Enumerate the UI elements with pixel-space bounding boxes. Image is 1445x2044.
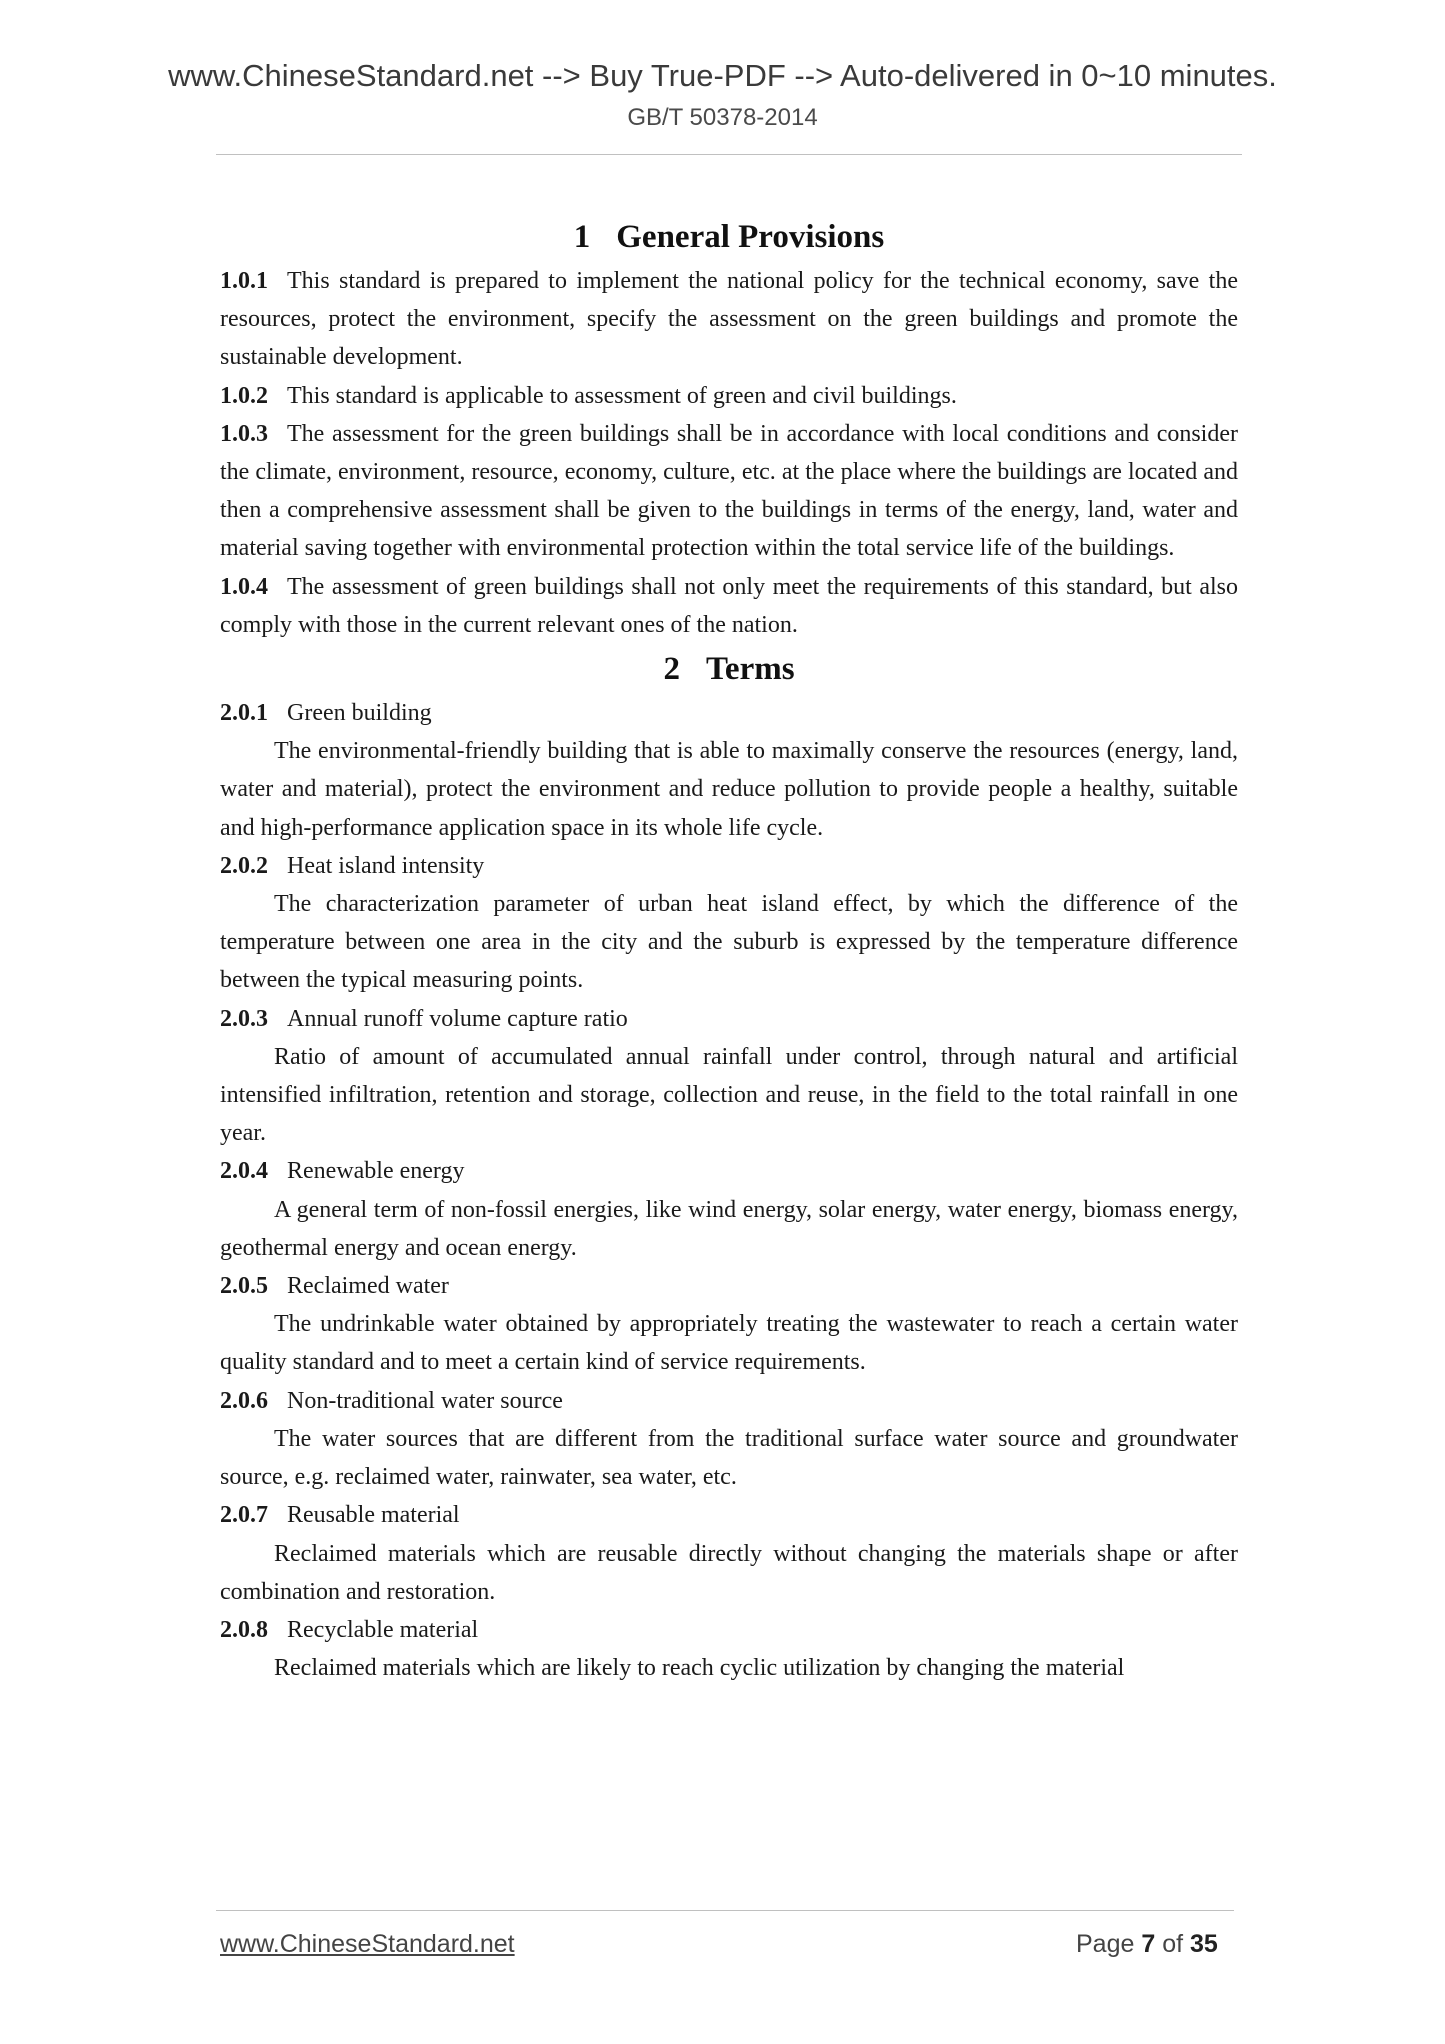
term-2-0-1 (220, 694, 1238, 732)
term-name: Annual runoff volume capture ratio (287, 1005, 628, 1032)
section-title: Terms (705, 651, 795, 688)
section-1-heading (220, 212, 1238, 262)
term-name: Reusable material (287, 1502, 460, 1529)
term-name: Renewable energy (287, 1158, 465, 1185)
header-divider (216, 154, 1242, 155)
term-2-0-2 (220, 847, 1238, 885)
footer-site-link[interactable]: www.ChineseStandard.net (220, 1930, 515, 1958)
clause-text: This standard is applicable to assessment of green and civil buildings. (287, 382, 957, 409)
clause-number: 1.0.3 (220, 420, 268, 447)
clause-1-0-4 (220, 568, 1238, 644)
term-2-0-8 (220, 1611, 1238, 1649)
term-definition: The water sources that are different from the traditional surface water source and groundwater source, e.g. reclaimed water, rainwater, sea water, etc. (220, 1425, 1238, 1491)
clause-text: This standard is prepared to implement the national policy for the technical economy, save the resources, protect the environment, specify the assessment on the green buildings and promote the sustainable development. (220, 268, 1238, 371)
term-number: 2.0.3 (220, 1005, 268, 1032)
term-definition: The environmental-friendly building that is able to maximally conserve the resources (energy, land, water and material), protect the environment and reduce pollution to provide people a healthy, suitable and high-performance application space in its whole life cycle. (220, 738, 1238, 841)
total-pages: 35 (1190, 1930, 1218, 1958)
clause-1-0-1 (220, 262, 1238, 377)
term-name: Green building (287, 700, 432, 727)
current-page: 7 (1141, 1930, 1156, 1958)
clause-number: 1.0.1 (220, 268, 268, 294)
term-definition: A general term of non-fossil energies, like wind energy, solar energy, water energy, biomass energy, geothermal energy and ocean energy. (220, 1196, 1238, 1261)
term-number: 2.0.7 (220, 1502, 268, 1529)
term-number: 2.0.2 (220, 852, 268, 879)
term-number: 2.0.4 (220, 1158, 268, 1185)
section-number: 2 (663, 651, 680, 688)
term-2-0-3 (220, 1000, 1238, 1038)
term-number: 2.0.1 (220, 700, 268, 727)
clause-text: The assessment for the green buildings shall be in accordance with local conditions and consider the climate, environment, resource, economy, culture, etc. at the place where the buildings are located and then a comprehensive assessment shall be given to the buildings in terms of the energy, land, water and material saving together with environmental protection within the total service life of the buildings. (220, 420, 1238, 562)
term-definition: The undrinkable water obtained by appropriately treating the wastewater to reach a certain water quality standard and to meet a certain kind of service requirements. (220, 1311, 1238, 1376)
term-2-0-4 (220, 1152, 1238, 1190)
of-label: of (1162, 1930, 1184, 1958)
term-name: Reclaimed water (287, 1273, 449, 1300)
clause-number: 1.0.2 (220, 382, 268, 409)
term-2-0-5 (220, 1267, 1238, 1305)
term-definition: Reclaimed materials which are reusable directly without changing the materials shape or after combination and restoration. (220, 1540, 1238, 1605)
header-banner[interactable]: www.ChineseStandard.net --> Buy True-PDF --> Auto-delivered in 0~10 minutes. (168, 58, 1277, 93)
term-definition: The characterization parameter of urban heat island effect, by which the difference of the temperature between one area in the city and the suburb is expressed by the temperature difference between the typical measuring points. (220, 891, 1238, 994)
term-2-0-7 (220, 1496, 1238, 1534)
term-number: 2.0.5 (220, 1273, 268, 1300)
section-2-heading (220, 644, 1238, 694)
page-body (220, 212, 1238, 1687)
page-number (1076, 1930, 1218, 1959)
term-name: Recyclable material (287, 1616, 479, 1643)
term-definition: Ratio of amount of accumulated annual rainfall under control, through natural and artificial intensified infiltration, retention and storage, collection and reuse, in the field to the total rainfall in one year. (220, 1043, 1238, 1147)
term-name: Heat island intensity (287, 852, 485, 879)
section-number: 1 (573, 219, 591, 255)
term-definition: Reclaimed materials which are likely to reach cyclic utilization by changing the material (274, 1655, 1125, 1682)
clause-1-0-2 (220, 377, 1238, 415)
clause-text: The assessment of green buildings shall not only meet the requirements of this standard, but also comply with those in the current relevant ones of the nation. (220, 573, 1238, 638)
header-standard-number: GB/T 50378-2014 (627, 104, 818, 131)
section-title: General Provisions (616, 219, 885, 255)
page-label: Page (1076, 1930, 1135, 1958)
term-number: 2.0.8 (220, 1616, 268, 1643)
clause-number: 1.0.4 (220, 573, 268, 600)
term-2-0-6 (220, 1382, 1238, 1420)
term-name: Non-traditional water source (287, 1387, 563, 1414)
footer-divider (216, 1910, 1234, 1911)
term-number: 2.0.6 (220, 1387, 268, 1414)
clause-1-0-3 (220, 415, 1238, 568)
